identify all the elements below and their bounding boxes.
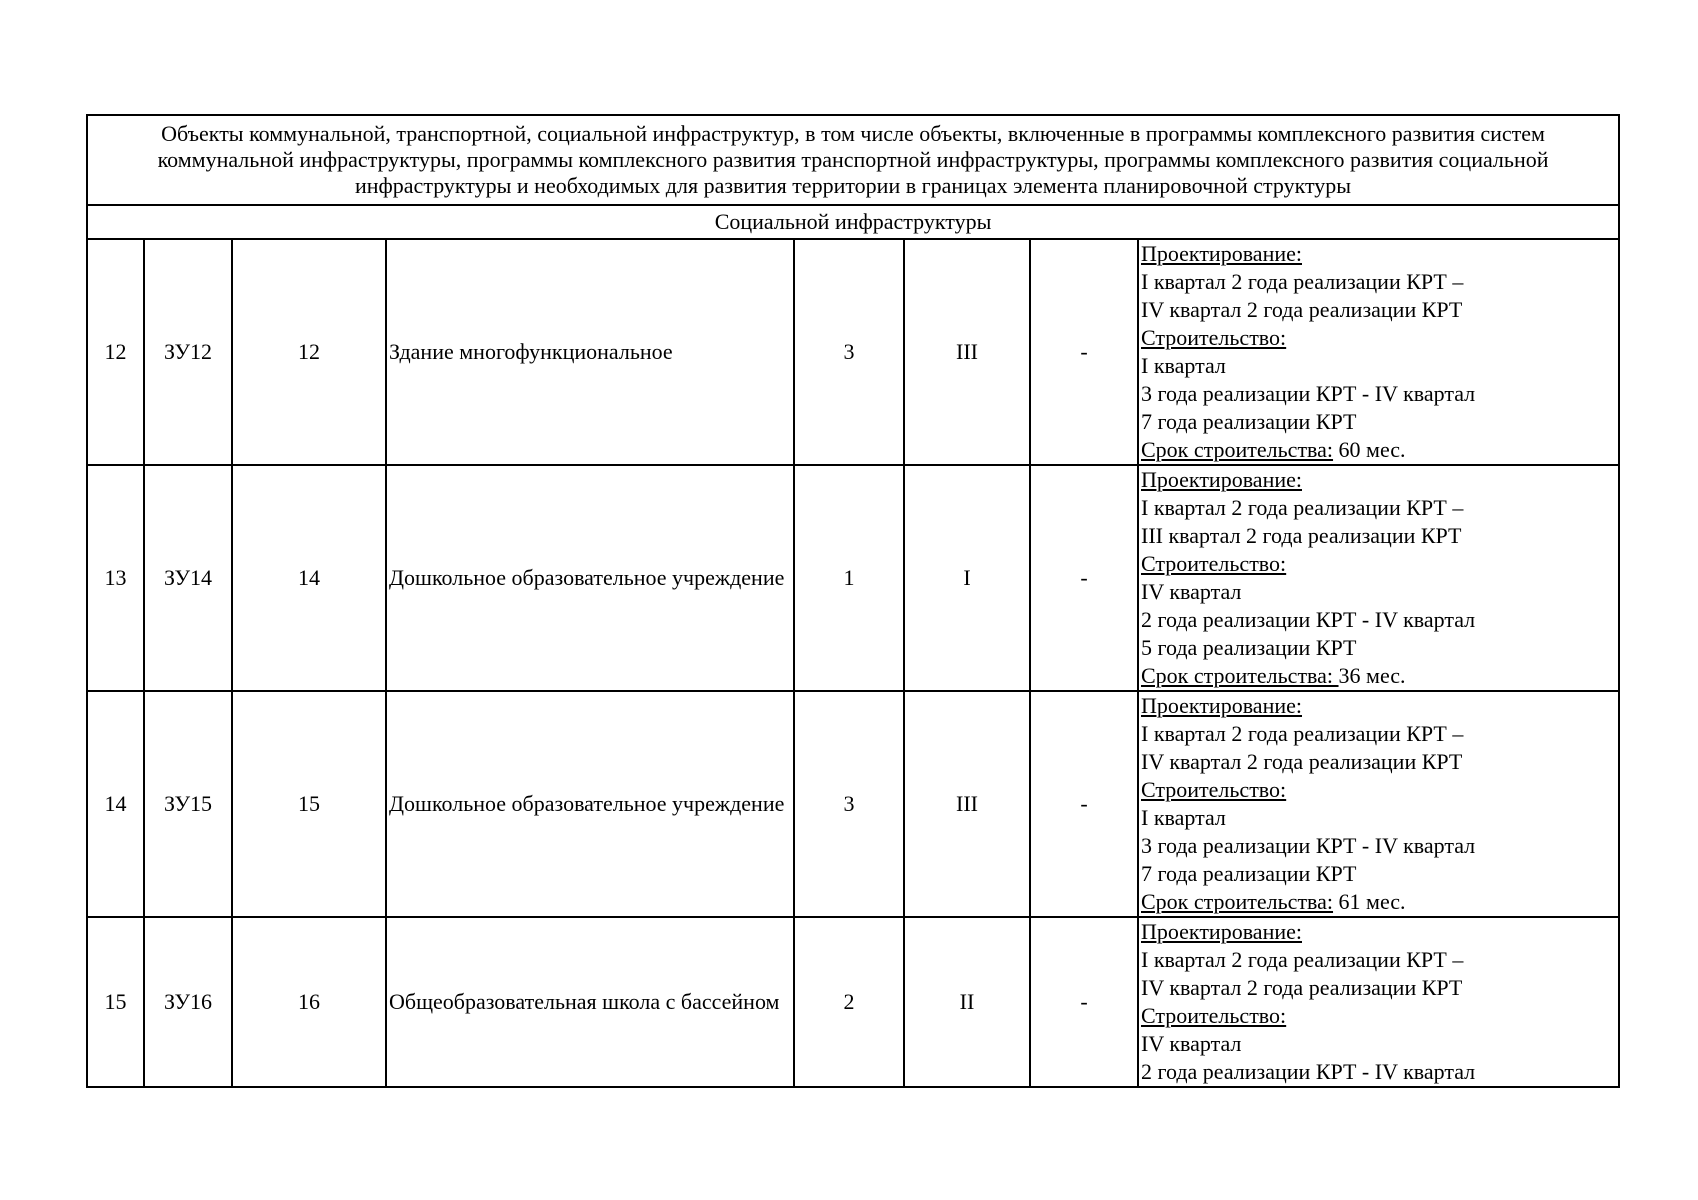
- table-header: Объекты коммунальной, транспортной, социальной инфраструктур, в том числе объекты, включенные в программы комплексного развития систем коммунальной инфраструктуры, программы комплексного развития транспортной инфраструктуры, программы комплексного развития социальной инфраструктуры и необходимых для развития территории в границах элемента планировочной структуры: [87, 115, 1619, 205]
- table-row: [87, 239, 1619, 465]
- stage-roman: III: [904, 691, 1030, 917]
- design-line: I квартал 2 года реализации КРТ –: [1141, 495, 1464, 520]
- build-line: 7 года реализации КРТ: [1141, 861, 1357, 886]
- object-name: Дошкольное образовательное учреждение: [386, 465, 794, 691]
- build-label: Строительство:: [1141, 325, 1287, 350]
- stage-roman: III: [904, 239, 1030, 465]
- design-line: I квартал 2 года реализации КРТ –: [1141, 947, 1464, 972]
- table-row: [87, 691, 1619, 917]
- build-label: Строительство:: [1141, 551, 1287, 576]
- row-number: 13: [87, 465, 144, 691]
- table-row: [87, 917, 1619, 1087]
- build-line: 5 года реализации КРТ: [1141, 635, 1357, 660]
- design-line: IV квартал 2 года реализации КРТ: [1141, 975, 1463, 1000]
- section-row: [87, 205, 1619, 239]
- stage-number: 1: [794, 465, 904, 691]
- term-value: 61 мес.: [1333, 889, 1406, 914]
- build-line: 7 года реализации КРТ: [1141, 409, 1357, 434]
- object-ref: 14: [232, 465, 386, 691]
- design-line: I квартал 2 года реализации КРТ –: [1141, 721, 1464, 746]
- empty-value: -: [1030, 465, 1138, 691]
- object-name: Дошкольное образовательное учреждение: [386, 691, 794, 917]
- schedule-cell: [1138, 465, 1619, 691]
- empty-value: -: [1030, 691, 1138, 917]
- table-row: [87, 465, 1619, 691]
- stage-roman: I: [904, 465, 1030, 691]
- table-header-row: [87, 115, 1619, 205]
- build-line: 2 года реализации КРТ - IV квартал: [1141, 607, 1476, 632]
- term-value: 60 мес.: [1333, 437, 1406, 462]
- row-number: 12: [87, 239, 144, 465]
- stage-number: 3: [794, 239, 904, 465]
- build-line: 3 года реализации КРТ - IV квартал: [1141, 381, 1476, 406]
- stage-number: 3: [794, 691, 904, 917]
- build-line: 3 года реализации КРТ - IV квартал: [1141, 833, 1476, 858]
- row-number: 14: [87, 691, 144, 917]
- build-line: I квартал: [1141, 353, 1226, 378]
- row-number: 15: [87, 917, 144, 1087]
- object-ref: 15: [232, 691, 386, 917]
- design-line: I квартал 2 года реализации КРТ –: [1141, 269, 1464, 294]
- build-line: IV квартал: [1141, 1031, 1242, 1056]
- parcel-id: ЗУ12: [144, 239, 232, 465]
- schedule-cell: [1138, 917, 1619, 1087]
- term-label: Срок строительства:: [1141, 663, 1339, 688]
- parcel-id: ЗУ16: [144, 917, 232, 1087]
- design-line: III квартал 2 года реализации КРТ: [1141, 523, 1462, 548]
- empty-value: -: [1030, 239, 1138, 465]
- section-title: Социальной инфраструктуры: [87, 205, 1619, 239]
- empty-value: -: [1030, 917, 1138, 1087]
- stage-number: 2: [794, 917, 904, 1087]
- build-line: 2 года реализации КРТ - IV квартал: [1141, 1059, 1476, 1084]
- design-label: Проектирование:: [1141, 241, 1302, 266]
- object-name: Общеобразовательная школа с бассейном: [386, 917, 794, 1087]
- term-label: Срок строительства:: [1141, 889, 1334, 914]
- stage-roman: II: [904, 917, 1030, 1087]
- object-ref: 12: [232, 239, 386, 465]
- design-line: IV квартал 2 года реализации КРТ: [1141, 297, 1463, 322]
- parcel-id: ЗУ15: [144, 691, 232, 917]
- object-ref: 16: [232, 917, 386, 1087]
- schedule-cell: [1138, 691, 1619, 917]
- object-name: Здание многофункциональное: [386, 239, 794, 465]
- build-label: Строительство:: [1141, 777, 1287, 802]
- design-label: Проектирование:: [1141, 467, 1302, 492]
- term-label: Срок строительства:: [1141, 437, 1334, 462]
- design-label: Проектирование:: [1141, 919, 1302, 944]
- parcel-id: ЗУ14: [144, 465, 232, 691]
- term-value: 36 мес.: [1338, 663, 1406, 688]
- design-line: IV квартал 2 года реализации КРТ: [1141, 749, 1463, 774]
- infrastructure-table: [86, 114, 1620, 1088]
- build-line: I квартал: [1141, 805, 1226, 830]
- design-label: Проектирование:: [1141, 693, 1302, 718]
- build-label: Строительство:: [1141, 1003, 1287, 1028]
- build-line: IV квартал: [1141, 579, 1242, 604]
- schedule-cell: [1138, 239, 1619, 465]
